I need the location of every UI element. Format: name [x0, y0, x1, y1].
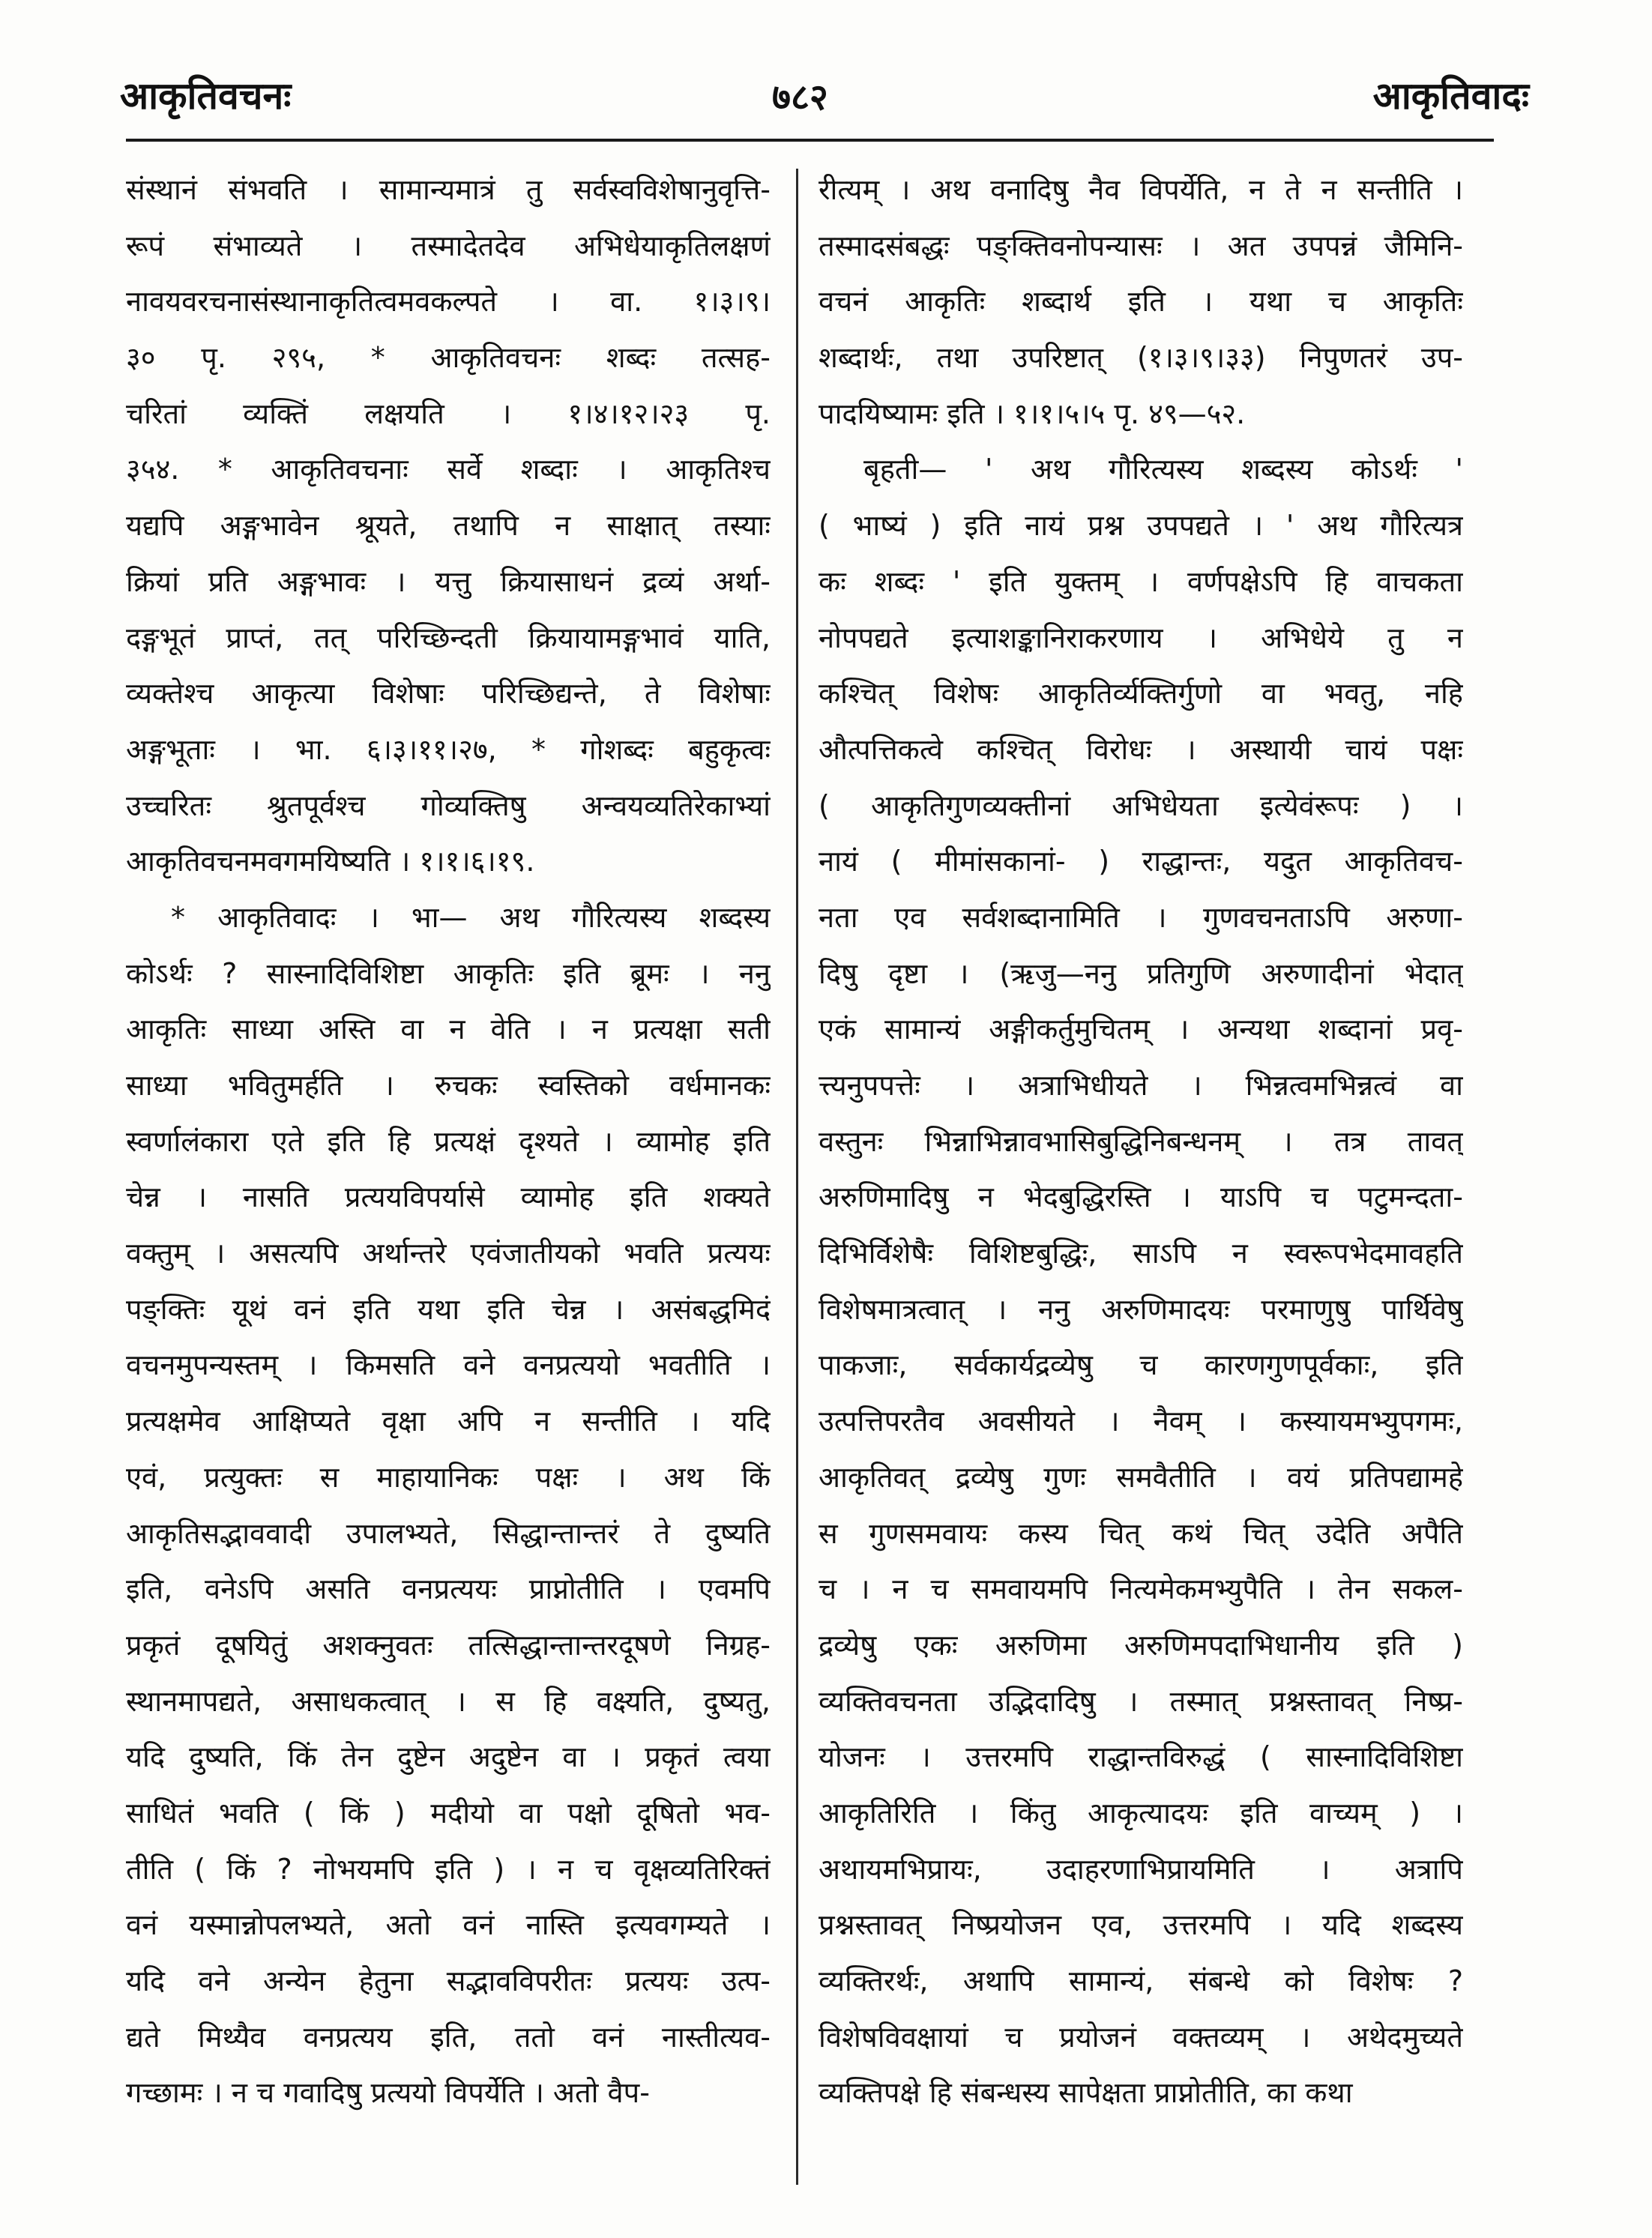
text-line: कोऽर्थः ? सास्नादिविशिष्टा आकृतिः इति ब्रूमः । ननु	[126, 956, 771, 990]
text-line: ( आकृतिगुणव्यक्तीनां अभिधेयता इत्येवंरूपः ) ।	[819, 788, 1463, 822]
text-line: द्रव्येषु एकः अरुणिमा अरुणिमपदाभिधानीय इति )	[819, 1628, 1463, 1662]
text-line: च । न च समवायमपि नित्यमेकमभ्युपैति । तेन सकल-	[819, 1572, 1463, 1606]
text-line: उत्पत्तिपरतैव अवसीयते । नैवम् । कस्यायमभ्युपगमः,	[819, 1405, 1463, 1438]
text-line: ( भाष्यं ) इति नायं प्रश्न उपपद्यते । ' अथ गौरित्यत्र	[819, 509, 1463, 543]
running-head-right: आकृतिवादः	[1372, 74, 1529, 118]
text-line: नता एव सर्वशब्दानामिति । गुणवचनताऽपि अरुणा-	[819, 900, 1463, 934]
text-line: प्रकृतं दूषयितुं अशक्नुवतः तत्सिद्धान्तान्तरदूषणे निग्रह-	[126, 1628, 771, 1662]
text-line: वचनं आकृतिः शब्दार्थ इति । यथा च आकृतिः	[819, 285, 1463, 319]
text-line: त्त्यनुपपत्तेः । अत्राभिधीयते । भिन्नत्वमभिन्नत्वं वा	[819, 1069, 1463, 1102]
text-line: चेन्न । नासति प्रत्ययविपर्यासे व्यामोह इति शक्यते	[126, 1180, 771, 1214]
text-line: नावयवरचनासंस्थानाकृतित्वमवकल्पते । वा. १।३।९।	[126, 285, 771, 319]
text-line: द्यते मिथ्यैव वनप्रत्यय इति, ततो वनं नास्तीत्यव-	[126, 2020, 771, 2054]
text-line: कश्चित् विशेषः आकृतिर्व्यक्तिर्गुणो वा भवतु, नहि	[819, 677, 1463, 711]
page-number: ७८२	[772, 76, 828, 118]
text-line: पङ्क्तिः यूथं वनं इति यथा इति चेन्न । असंबद्धमिदं	[126, 1292, 771, 1326]
text-line: पाकजाः, सर्वकार्यद्रव्येषु च कारणगुणपूर्वकाः, इति	[819, 1348, 1463, 1382]
left-column	[126, 162, 771, 2193]
header-rule	[126, 139, 1494, 142]
text-line: यदि वने अन्येन हेतुना सद्भावविपरीतः प्रत्ययः उत्प-	[126, 1964, 771, 1997]
text-line: व्यक्तेश्च आकृत्या विशेषाः परिच्छिद्यन्ते, ते विशेषाः	[126, 677, 771, 711]
text-line: दङ्गभूतं प्राप्तं, तत् परिच्छिन्दती क्रियायामङ्गभावं याति,	[126, 621, 771, 654]
text-line: आकृतिः साध्या अस्ति वा न वेति । न प्रत्यक्षा सती	[126, 1013, 771, 1046]
text-line: क्रियां प्रति अङ्गभावः । यत्तु क्रियासाधनं द्रव्यं अर्था-	[126, 564, 771, 598]
text-line: स्थानमापद्यते, असाधकत्वात् । स हि वक्ष्यति, दुष्यतु,	[126, 1684, 771, 1718]
text-line: आकृतिसद्भाववादी उपालभ्यते, सिद्धान्तान्तरं ते दुष्यति	[126, 1516, 771, 1550]
right-column	[819, 162, 1463, 2193]
text-line: वक्तुम् । असत्यपि अर्थान्तरे एवंजातीयको भवति प्रत्ययः	[126, 1237, 771, 1270]
text-line: स्वर्णालंकारा एते इति हि प्रत्यक्षं दृश्यते । व्यामोह इति	[126, 1124, 771, 1158]
text-line: रूपं संभाव्यते । तस्मादेतदेव अभिधेयाकृतिलक्षणं	[126, 229, 771, 262]
text-line: विशेषविवक्षायां च प्रयोजनं वक्तव्यम् । अथेदमुच्यते	[819, 2020, 1463, 2054]
text-line: पादयिष्यामः इति । १।१।५।५ पृ. ४९—५२.	[819, 396, 1246, 430]
column-divider	[796, 169, 798, 2185]
text-line: आकृतिवत् द्रव्येषु गुणः समवैतीति । वयं प्रतिपद्यामहे	[819, 1460, 1463, 1494]
text-line: औत्पत्तिकत्वे कश्चित् विरोधः । अस्थायी चायं पक्षः	[819, 732, 1463, 766]
text-line: दिभिर्विशेषैः विशिष्टबुद्धिः, साऽपि न स्वरूपभेदमावहति	[819, 1237, 1463, 1270]
text-line: आकृतिवचनमवगमयिष्यति । १।१।६।१९.	[126, 845, 535, 878]
text-line: वचनमुपन्यस्तम् । किमसति वने वनप्रत्ययो भवतीति ।	[126, 1348, 771, 1382]
text-line: आकृतिरिति । किंतु आकृत्यादयः इति वाच्यम् ) ।	[819, 1796, 1463, 1830]
text-line: प्रश्नस्तावत् निष्प्रयोजन एव, उत्तरमपि । यदि शब्दस्य	[819, 1908, 1463, 1942]
running-head-left: आकृतिवचनः	[120, 74, 292, 118]
text-line: यदि दुष्यति, किं तेन दुष्टेन अदुष्टेन वा । प्रकृतं त्वया	[126, 1740, 771, 1774]
text-line: नायं ( मीमांसकानां- ) राद्धान्तः, यदुत आकृतिवच-	[819, 845, 1463, 878]
text-line: विशेषमात्रत्वात् । ननु अरुणिमादयः परमाणुषु पार्थिवेषु	[819, 1292, 1463, 1326]
text-line: साधितं भवति ( किं ) मदीयो वा पक्षो दूषितो भव-	[126, 1796, 771, 1830]
text-line: व्यक्तिरर्थः, अथापि सामान्यं, संबन्धे को विशेषः ?	[819, 1964, 1463, 1997]
text-line: योजनः । उत्तरमपि राद्धान्तविरुद्धं ( सास्नादिविशिष्टा	[819, 1740, 1463, 1774]
page-header	[120, 69, 1529, 129]
text-line: तस्मादसंबद्धः पङ्क्तिवनोपन्यासः । अत उपपन्नं जैमिनि-	[819, 229, 1463, 262]
text-line: यद्यपि अङ्गभावेन श्रूयते, तथापि न साक्षात् तस्याः	[126, 509, 771, 543]
text-line: इति, वनेऽपि असति वनप्रत्ययः प्राप्नोतीति । एवमपि	[126, 1572, 771, 1606]
text-line: दिषु दृष्टा । (ऋजु—ननु प्रतिगुणि अरुणादीनां भेदात्	[819, 956, 1463, 990]
text-line: उच्चरितः श्रुतपूर्वश्च गोव्यक्तिषु अन्वयव्यतिरेकाभ्यां	[126, 788, 771, 822]
text-line: व्यक्तिपक्षे हि संबन्धस्य सापेक्षता प्राप्नोतीति, का कथा	[819, 2076, 1353, 2110]
text-line: कः शब्दः ' इति युक्तम् । वर्णपक्षेऽपि हि वाचकता	[819, 564, 1463, 598]
text-line: प्रत्यक्षमेव आक्षिप्यते वृक्षा अपि न सन्तीति । यदि	[126, 1405, 771, 1438]
text-line: एकं सामान्यं अङ्गीकर्तुमुचितम् । अन्यथा शब्दानां प्रवृ-	[819, 1013, 1463, 1046]
text-line: बृहती— ' अथ गौरित्यस्य शब्दस्य कोऽर्थः '	[863, 453, 1463, 486]
text-line: संस्थानं संभवति । सामान्यमात्रं तु सर्वस्वविशेषानुवृत्ति-	[126, 173, 771, 206]
text-line: गच्छामः । न च गवादिषु प्रत्ययो विपर्येति । अतो वैप-	[126, 2076, 650, 2110]
text-line: वस्तुनः भिन्नाभिन्नावभासिबुद्धिनिबन्धनम् । तत्र तावत्	[819, 1124, 1463, 1158]
text-line: ३० पृ. २९५, * आकृतिवचनः शब्दः तत्सह-	[126, 341, 771, 375]
text-line: स गुणसमवायः कस्य चित् कथं चित् उदेति अपैति	[819, 1516, 1463, 1550]
text-line: * आकृतिवादः । भा— अथ गौरित्यस्य शब्दस्य	[171, 900, 771, 934]
text-line: ३५४. * आकृतिवचनाः सर्वे शब्दाः । आकृतिश्च	[126, 453, 771, 486]
text-line: अथायमभिप्रायः, उदाहरणाभिप्रायमिति । अत्रापि	[819, 1852, 1463, 1886]
text-line: अङ्गभूताः । भा. ६।३।११।२७, * गोशब्दः बहुकृत्वः	[126, 732, 771, 766]
text-line: नोपपद्यते इत्याशङ्कानिराकरणाय । अभिधेये तु न	[819, 621, 1463, 654]
text-line: शब्दार्थः, तथा उपरिष्टात् (१।३।९।३३) निपुणतरं उप-	[819, 341, 1463, 375]
text-line: एवं, प्रत्युक्तः स माहायानिकः पक्षः । अथ किं	[126, 1460, 771, 1494]
text-line: अरुणिमादिषु न भेदबुद्धिरस्ति । याऽपि च पटुमन्दता-	[819, 1180, 1463, 1214]
text-line: वनं यस्मान्नोपलभ्यते, अतो वनं नास्ति इत्यवगम्यते ।	[126, 1908, 771, 1942]
text-line: तीति ( किं ? नोभयमपि इति ) । न च वृक्षव्यतिरिक्तं	[126, 1852, 771, 1886]
text-line: व्यक्तिवचनता उद्भिदादिषु । तस्मात् प्रश्नस्तावत् निष्प्र-	[819, 1684, 1463, 1718]
text-line: रीत्यम् । अथ वनादिषु नैव विपर्येति, न ते न सन्तीति ।	[819, 173, 1463, 206]
text-line: चरितां व्यक्तिं लक्षयति । १।४।१२।२३ पृ.	[126, 396, 771, 430]
text-line: साध्या भवितुमर्हति । रुचकः स्वस्तिको वर्धमानकः	[126, 1069, 771, 1102]
